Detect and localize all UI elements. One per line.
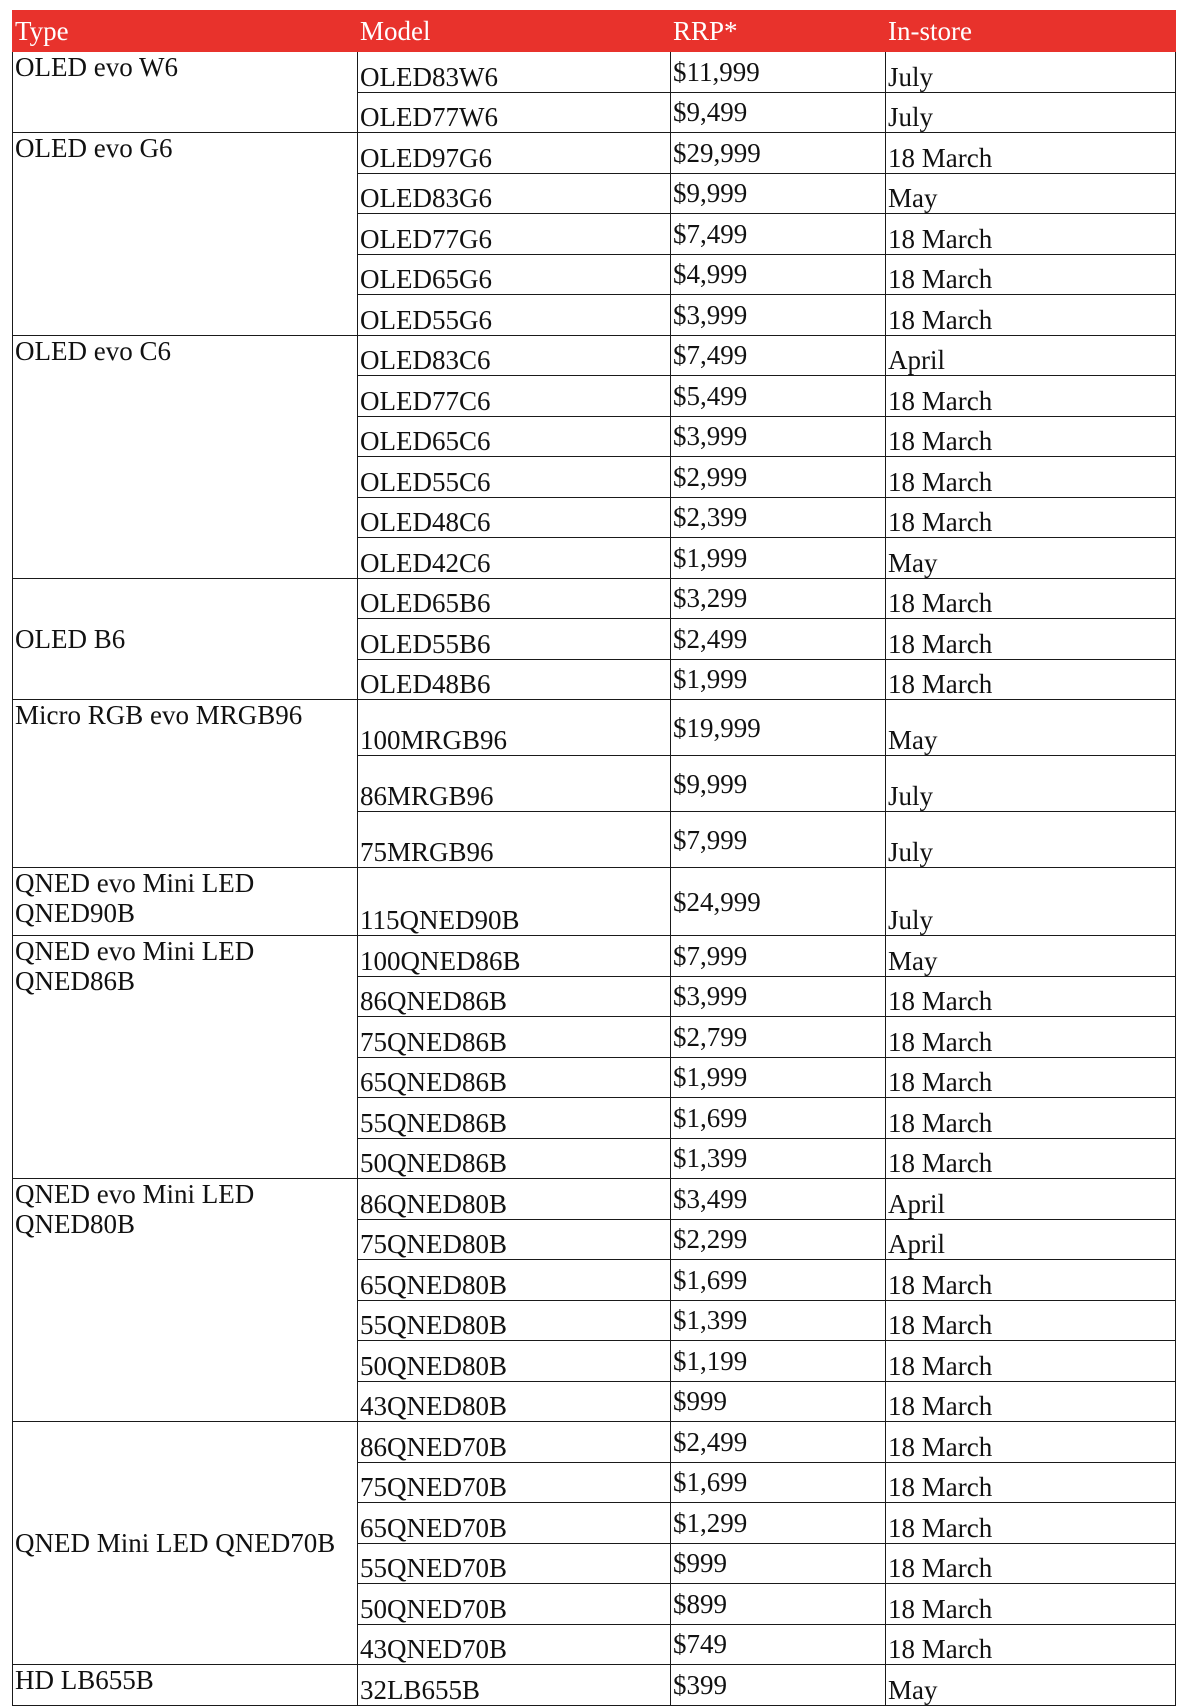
- instore-cell: 18 March: [886, 1300, 1176, 1341]
- instore-cell: 18 March: [886, 1503, 1176, 1544]
- rrp-cell: $999: [671, 1381, 886, 1422]
- table-row: [13, 700, 1176, 756]
- rrp-cell: $1,999: [671, 1057, 886, 1098]
- table-row: [13, 335, 1176, 376]
- type-cell: HD LB655B: [13, 1665, 358, 1706]
- instore-cell: 18 March: [886, 497, 1176, 538]
- rrp-cell: $2,999: [671, 457, 886, 498]
- model-cell: OLED83W6: [358, 52, 671, 93]
- instore-cell: 18 March: [886, 1098, 1176, 1139]
- instore-cell: 18 March: [886, 295, 1176, 336]
- rrp-cell: $3,999: [671, 976, 886, 1017]
- rrp-cell: $2,299: [671, 1219, 886, 1260]
- instore-cell: 18 March: [886, 619, 1176, 660]
- model-cell: 65QNED80B: [358, 1260, 671, 1301]
- type-cell: OLED B6: [13, 578, 358, 700]
- model-cell: 43QNED80B: [358, 1381, 671, 1422]
- instore-cell: 18 March: [886, 659, 1176, 700]
- model-cell: 75QNED80B: [358, 1219, 671, 1260]
- instore-cell: 18 March: [886, 1057, 1176, 1098]
- instore-cell: July: [886, 756, 1176, 812]
- header-type: Type: [13, 11, 358, 52]
- rrp-cell: $1,299: [671, 1503, 886, 1544]
- model-cell: 50QNED70B: [358, 1584, 671, 1625]
- rrp-cell: $24,999: [671, 868, 886, 936]
- instore-cell: 18 March: [886, 1381, 1176, 1422]
- rrp-cell: $1,999: [671, 538, 886, 579]
- model-cell: 50QNED86B: [358, 1138, 671, 1179]
- rrp-cell: $19,999: [671, 700, 886, 756]
- table-row: [13, 1422, 1176, 1463]
- rrp-cell: $4,999: [671, 254, 886, 295]
- model-cell: 55QNED86B: [358, 1098, 671, 1139]
- header-instore: In-store: [886, 11, 1176, 52]
- model-cell: OLED77C6: [358, 376, 671, 417]
- instore-cell: 18 March: [886, 457, 1176, 498]
- model-cell: OLED55G6: [358, 295, 671, 336]
- instore-cell: 18 March: [886, 1341, 1176, 1382]
- header-model: Model: [358, 11, 671, 52]
- model-cell: 32LB655B: [358, 1665, 671, 1706]
- model-cell: OLED48B6: [358, 659, 671, 700]
- instore-cell: April: [886, 1219, 1176, 1260]
- type-cell: OLED evo W6: [13, 52, 358, 133]
- rrp-cell: $1,999: [671, 659, 886, 700]
- model-cell: 55QNED70B: [358, 1543, 671, 1584]
- model-cell: 100QNED86B: [358, 936, 671, 977]
- model-cell: OLED65G6: [358, 254, 671, 295]
- header-rrp: RRP*: [671, 11, 886, 52]
- rrp-cell: $2,499: [671, 619, 886, 660]
- model-cell: 115QNED90B: [358, 868, 671, 936]
- instore-cell: July: [886, 92, 1176, 133]
- instore-cell: 18 March: [886, 1422, 1176, 1463]
- instore-cell: 18 March: [886, 1138, 1176, 1179]
- model-cell: OLED77G6: [358, 214, 671, 255]
- instore-cell: July: [886, 812, 1176, 868]
- model-cell: OLED83C6: [358, 335, 671, 376]
- instore-cell: 18 March: [886, 1017, 1176, 1058]
- rrp-cell: $7,499: [671, 214, 886, 255]
- instore-cell: 18 March: [886, 376, 1176, 417]
- model-cell: 86MRGB96: [358, 756, 671, 812]
- type-cell: QNED Mini LED QNED70B: [13, 1422, 358, 1665]
- instore-cell: 18 March: [886, 416, 1176, 457]
- model-cell: OLED65C6: [358, 416, 671, 457]
- rrp-cell: $999: [671, 1543, 886, 1584]
- rrp-cell: $899: [671, 1584, 886, 1625]
- header-row: [13, 11, 1176, 52]
- rrp-cell: $2,499: [671, 1422, 886, 1463]
- model-cell: 75MRGB96: [358, 812, 671, 868]
- rrp-cell: $7,999: [671, 936, 886, 977]
- type-cell: Micro RGB evo MRGB96: [13, 700, 358, 868]
- instore-cell: May: [886, 1665, 1176, 1706]
- rrp-cell: $9,999: [671, 756, 886, 812]
- instore-cell: May: [886, 173, 1176, 214]
- rrp-cell: $7,999: [671, 812, 886, 868]
- rrp-cell: $1,699: [671, 1260, 886, 1301]
- model-cell: OLED97G6: [358, 133, 671, 174]
- model-cell: 65QNED70B: [358, 1503, 671, 1544]
- model-cell: OLED77W6: [358, 92, 671, 133]
- rrp-cell: $3,999: [671, 295, 886, 336]
- instore-cell: 18 March: [886, 214, 1176, 255]
- rrp-cell: $2,399: [671, 497, 886, 538]
- model-cell: OLED48C6: [358, 497, 671, 538]
- model-cell: OLED65B6: [358, 578, 671, 619]
- price-table: [12, 10, 1176, 1706]
- instore-cell: May: [886, 700, 1176, 756]
- rrp-cell: $749: [671, 1624, 886, 1665]
- rrp-cell: $7,499: [671, 335, 886, 376]
- table-row: [13, 52, 1176, 93]
- rrp-cell: $399: [671, 1665, 886, 1706]
- table-row: [13, 868, 1176, 936]
- model-cell: 50QNED80B: [358, 1341, 671, 1382]
- model-cell: OLED55C6: [358, 457, 671, 498]
- type-cell: QNED evo Mini LED QNED80B: [13, 1179, 358, 1422]
- model-cell: OLED83G6: [358, 173, 671, 214]
- instore-cell: 18 March: [886, 133, 1176, 174]
- rrp-cell: $3,999: [671, 416, 886, 457]
- type-cell: QNED evo Mini LED QNED86B: [13, 936, 358, 1179]
- rrp-cell: $5,499: [671, 376, 886, 417]
- rrp-cell: $2,799: [671, 1017, 886, 1058]
- instore-cell: May: [886, 538, 1176, 579]
- instore-cell: 18 March: [886, 976, 1176, 1017]
- rrp-cell: $11,999: [671, 52, 886, 93]
- table-body: [13, 52, 1176, 1706]
- model-cell: 55QNED80B: [358, 1300, 671, 1341]
- model-cell: 75QNED70B: [358, 1462, 671, 1503]
- table-row: [13, 936, 1176, 977]
- instore-cell: April: [886, 1179, 1176, 1220]
- model-cell: 86QNED70B: [358, 1422, 671, 1463]
- rrp-cell: $1,399: [671, 1138, 886, 1179]
- rrp-cell: $9,499: [671, 92, 886, 133]
- table-row: [13, 133, 1176, 174]
- rrp-cell: $1,199: [671, 1341, 886, 1382]
- model-cell: 86QNED86B: [358, 976, 671, 1017]
- rrp-cell: $9,999: [671, 173, 886, 214]
- model-cell: OLED55B6: [358, 619, 671, 660]
- instore-cell: 18 March: [886, 1584, 1176, 1625]
- table-row: [13, 578, 1176, 619]
- type-cell: OLED evo C6: [13, 335, 358, 578]
- instore-cell: 18 March: [886, 1462, 1176, 1503]
- model-cell: OLED42C6: [358, 538, 671, 579]
- instore-cell: April: [886, 335, 1176, 376]
- model-cell: 43QNED70B: [358, 1624, 671, 1665]
- table-row: [13, 1179, 1176, 1220]
- model-cell: 65QNED86B: [358, 1057, 671, 1098]
- rrp-cell: $29,999: [671, 133, 886, 174]
- instore-cell: July: [886, 52, 1176, 93]
- rrp-cell: $1,699: [671, 1462, 886, 1503]
- instore-cell: 18 March: [886, 254, 1176, 295]
- instore-cell: 18 March: [886, 578, 1176, 619]
- instore-cell: May: [886, 936, 1176, 977]
- instore-cell: 18 March: [886, 1624, 1176, 1665]
- instore-cell: 18 March: [886, 1543, 1176, 1584]
- model-cell: 86QNED80B: [358, 1179, 671, 1220]
- rrp-cell: $1,399: [671, 1300, 886, 1341]
- type-cell: QNED evo Mini LED QNED90B: [13, 868, 358, 936]
- instore-cell: 18 March: [886, 1260, 1176, 1301]
- model-cell: 75QNED86B: [358, 1017, 671, 1058]
- type-cell: OLED evo G6: [13, 133, 358, 336]
- instore-cell: July: [886, 868, 1176, 936]
- rrp-cell: $3,299: [671, 578, 886, 619]
- table-row: [13, 1665, 1176, 1706]
- rrp-cell: $1,699: [671, 1098, 886, 1139]
- model-cell: 100MRGB96: [358, 700, 671, 756]
- rrp-cell: $3,499: [671, 1179, 886, 1220]
